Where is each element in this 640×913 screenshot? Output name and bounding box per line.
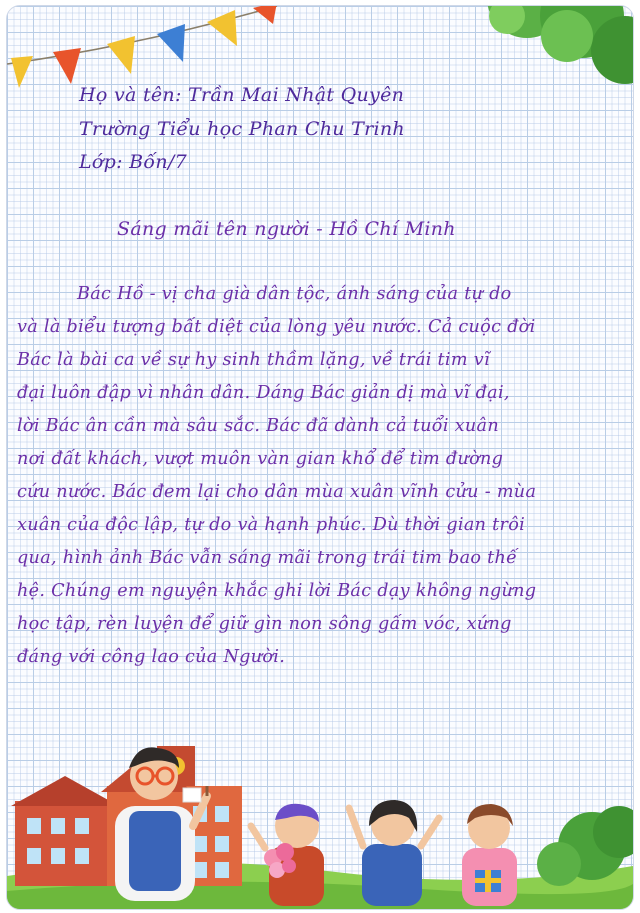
essay-line: đại luôn đập vì nhân dân. Dáng Bác giản dị mà vĩ đại, — [17, 383, 510, 403]
essay-line: đáng với công lao của Người. — [17, 647, 286, 667]
essay-line: Bác Hồ - vị cha già dân tộc, ánh sáng của tự do — [77, 284, 512, 304]
student-with-gift-icon — [462, 804, 517, 906]
essay-line: qua, hình ảnh Bác vẫn sáng mãi trong trái tim bao thế — [17, 548, 518, 568]
essay-line: lời Bác ân cần mà sâu sắc. Bác đã dành cả tuổi xuân — [17, 416, 499, 436]
notebook-page — [6, 5, 634, 910]
essay-line: hệ. Chúng em nguyện khắc ghi lời Bác dạy không ngừng — [17, 581, 537, 601]
essay-line: cứu nước. Bác đem lại cho dân mùa xuân vĩnh cửu - mùa — [17, 482, 537, 502]
essay-line: học tập, rèn luyện để giữ gìn non sông gấm vóc, xứng — [17, 614, 512, 634]
essay-line: nơi đất khách, vượt muôn vàn gian khổ để tìm đường — [17, 449, 504, 469]
bunting-flags-icon — [7, 6, 277, 88]
essay-line: Bác là bài ca về sự hy sinh thầm lặng, về trái tim vĩ — [17, 350, 490, 370]
school-name-line: Trường Tiểu học Phan Chu Trinh — [79, 118, 405, 140]
tree-foliage-icon — [487, 6, 633, 84]
essay-line: xuân của độc lập, tự do và hạnh phúc. Dù thời gian trôi — [17, 515, 526, 535]
student-name-line: Họ và tên: Trần Mai Nhật Quyên — [79, 84, 405, 106]
class-line: Lớp: Bốn/7 — [79, 151, 187, 173]
essay-title: Sáng mãi tên người - Hồ Chí Minh — [117, 218, 456, 240]
essay-line: và là biểu tượng bất diệt của lòng yêu nước. Cả cuộc đời — [17, 317, 536, 337]
